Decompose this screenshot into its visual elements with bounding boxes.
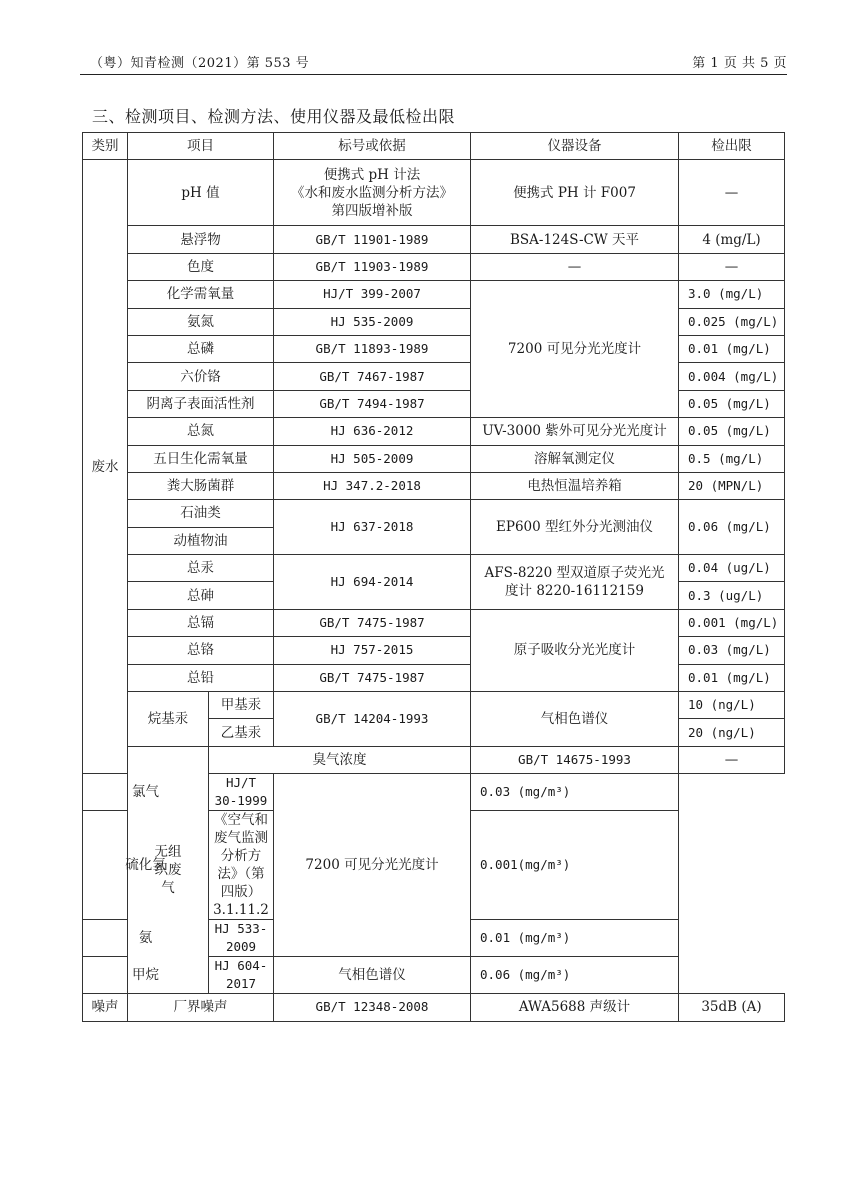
table-row xyxy=(83,664,785,691)
item-cr: 总铬 xyxy=(128,637,274,664)
limit-tp: 0.01 (mg/L) xyxy=(679,335,785,362)
limit-ph: — xyxy=(679,160,785,226)
item-ph: pH 值 xyxy=(128,160,274,226)
method-hg-as: HJ 694-2014 xyxy=(274,555,471,610)
category-fugitive-gas: 无组 织废 气 xyxy=(128,746,209,993)
limit-color: — xyxy=(679,253,785,280)
method-tp: GB/T 11893-1989 xyxy=(274,335,471,362)
method-ch4: HJ 604-2017 xyxy=(209,957,274,994)
method-cd: GB/T 7475-1987 xyxy=(274,609,471,636)
method-h2s: 《空气和废气监测分析方 法》（第四版）3.1.11.2 xyxy=(209,811,274,920)
table-row xyxy=(83,555,785,582)
table-row xyxy=(83,226,785,253)
limit-ss: 4 (mg/L) xyxy=(679,226,785,253)
instrument-color: — xyxy=(471,253,679,280)
item-tp: 总磷 xyxy=(128,335,274,362)
page-indicator: 第 1 页 共 5 页 xyxy=(692,56,787,71)
item-cod: 化学需氧量 xyxy=(128,281,274,308)
instrument-gc: 气相色谱仪 xyxy=(471,692,679,747)
limit-h2s: 0.001(mg/m³) xyxy=(471,811,679,920)
instrument-gas-spectrophotometer: 7200 可见分光光度计 xyxy=(274,774,471,957)
limit-fecal: 20 (MPN/L) xyxy=(679,472,785,499)
table-row xyxy=(83,445,785,472)
limit-cr6: 0.004 (mg/L) xyxy=(679,363,785,390)
table-row xyxy=(83,363,785,390)
item-cl2: 氯气 xyxy=(83,774,209,811)
limit-bod5: 0.5 (mg/L) xyxy=(679,445,785,472)
limit-oil: 0.06 (mg/L) xyxy=(679,500,785,555)
limit-noise: 35dB (A) xyxy=(679,994,785,1021)
header-instrument: 仪器设备 xyxy=(471,133,679,160)
limit-nh3n: 0.025 (mg/L) xyxy=(679,308,785,335)
item-fecal: 粪大肠菌群 xyxy=(128,472,274,499)
table-row xyxy=(83,774,785,811)
method-ss: GB/T 11901-1989 xyxy=(274,226,471,253)
limit-as: 0.3 (ug/L) xyxy=(679,582,785,609)
item-animal-oil: 动植物油 xyxy=(128,527,274,554)
item-as: 总砷 xyxy=(128,582,274,609)
item-nh3: 氨 xyxy=(83,920,209,957)
method-odor: GB/T 14675-1993 xyxy=(471,746,679,773)
table-row xyxy=(83,418,785,445)
method-cod: HJ/T 399-2007 xyxy=(274,281,471,308)
item-ss: 悬浮物 xyxy=(128,226,274,253)
limit-pb: 0.01 (mg/L) xyxy=(679,664,785,691)
header-limit: 检出限 xyxy=(679,133,785,160)
table-row xyxy=(83,500,785,527)
limit-las: 0.05 (mg/L) xyxy=(679,390,785,417)
method-las: GB/T 7494-1987 xyxy=(274,390,471,417)
instrument-oil: EP600 型红外分光测油仪 xyxy=(471,500,679,555)
method-cr: HJ 757-2015 xyxy=(274,637,471,664)
table-row xyxy=(83,746,785,773)
limit-hg: 0.04 (ug/L) xyxy=(679,555,785,582)
method-cr6: GB/T 7467-1987 xyxy=(274,363,471,390)
instrument-odor: — xyxy=(679,746,785,773)
table-row xyxy=(83,692,785,719)
method-color: GB/T 11903-1989 xyxy=(274,253,471,280)
item-nh3n: 氨氮 xyxy=(128,308,274,335)
instrument-fecal: 电热恒温培养箱 xyxy=(471,472,679,499)
category-wastewater: 废水 xyxy=(83,160,128,774)
item-cd: 总镉 xyxy=(128,609,274,636)
method-bod5: HJ 505-2009 xyxy=(274,445,471,472)
instrument-gc2: 气相色谱仪 xyxy=(274,957,471,994)
detection-methods-table xyxy=(82,132,785,1022)
table-row xyxy=(83,957,785,994)
table-row xyxy=(83,472,785,499)
instrument-noise: AWA5688 声级计 xyxy=(471,994,679,1021)
item-petroleum: 石油类 xyxy=(128,500,274,527)
instrument-spectrophotometer-7200: 7200 可见分光光度计 xyxy=(471,281,679,418)
limit-methylhg: 10 (ng/L) xyxy=(679,692,785,719)
item-cr6: 六价铬 xyxy=(128,363,274,390)
table-row xyxy=(83,637,785,664)
item-hg: 总汞 xyxy=(128,555,274,582)
method-alkylhg: GB/T 14204-1993 xyxy=(274,692,471,747)
method-fecal: HJ 347.2-2018 xyxy=(274,472,471,499)
table-row xyxy=(83,253,785,280)
limit-tn: 0.05 (mg/L) xyxy=(679,418,785,445)
method-tn: HJ 636-2012 xyxy=(274,418,471,445)
table-row xyxy=(83,994,785,1021)
item-methylhg: 甲基汞 xyxy=(209,692,274,719)
header-method: 标号或依据 xyxy=(274,133,471,160)
limit-ethylhg: 20 (ng/L) xyxy=(679,719,785,746)
table-header-row xyxy=(83,133,785,160)
item-pb: 总铅 xyxy=(128,664,274,691)
limit-cr: 0.03 (mg/L) xyxy=(679,637,785,664)
limit-nh3: 0.01 (mg/m³) xyxy=(471,920,679,957)
table-row xyxy=(83,335,785,362)
limit-ch4: 0.06 (mg/m³) xyxy=(471,957,679,994)
item-alkylhg: 烷基汞 xyxy=(128,692,209,747)
table-row xyxy=(83,160,785,226)
item-odor: 臭气浓度 xyxy=(209,746,471,773)
table-row xyxy=(83,390,785,417)
item-h2s: 硫化氢 xyxy=(83,811,209,920)
limit-cod: 3.0 (mg/L) xyxy=(679,281,785,308)
instrument-afs: AFS-8220 型双道原子荧光光 度计 8220-16112159 xyxy=(471,555,679,610)
limit-cl2: 0.03 (mg/m³) xyxy=(471,774,679,811)
section-title: 三、检测项目、检测方法、使用仪器及最低检出限 xyxy=(92,107,456,126)
instrument-bod5: 溶解氧测定仪 xyxy=(471,445,679,472)
item-las: 阴离子表面活性剂 xyxy=(128,390,274,417)
limit-cd: 0.001 (mg/L) xyxy=(679,609,785,636)
method-nh3n: HJ 535-2009 xyxy=(274,308,471,335)
item-ch4: 甲烷 xyxy=(83,957,209,994)
category-noise: 噪声 xyxy=(83,994,128,1021)
report-number: （粤）知青检测（2021）第 553 号 xyxy=(90,56,310,71)
method-noise: GB/T 12348-2008 xyxy=(274,994,471,1021)
method-cl2: HJ/T 30-1999 xyxy=(209,774,274,811)
item-tn: 总氮 xyxy=(128,418,274,445)
header-item: 项目 xyxy=(128,133,274,160)
method-ph: 便携式 pH 计法 《水和废水监测分析方法》 第四版增补版 xyxy=(274,160,471,226)
item-ethylhg: 乙基汞 xyxy=(209,719,274,746)
instrument-ss: BSA-124S-CW 天平 xyxy=(471,226,679,253)
item-color: 色度 xyxy=(128,253,274,280)
table-row xyxy=(83,609,785,636)
method-nh3: HJ 533-2009 xyxy=(209,920,274,957)
instrument-ph: 便携式 PH 计 F007 xyxy=(471,160,679,226)
instrument-tn: UV-3000 紫外可见分光光度计 xyxy=(471,418,679,445)
item-boundary-noise: 厂界噪声 xyxy=(128,994,274,1021)
method-oil: HJ 637-2018 xyxy=(274,500,471,555)
method-pb: GB/T 7475-1987 xyxy=(274,664,471,691)
item-bod5: 五日生化需氧量 xyxy=(128,445,274,472)
table-row xyxy=(83,308,785,335)
header-category: 类别 xyxy=(83,133,128,160)
instrument-aas: 原子吸收分光光度计 xyxy=(471,609,679,691)
header-divider xyxy=(80,74,787,75)
table-row xyxy=(83,281,785,308)
